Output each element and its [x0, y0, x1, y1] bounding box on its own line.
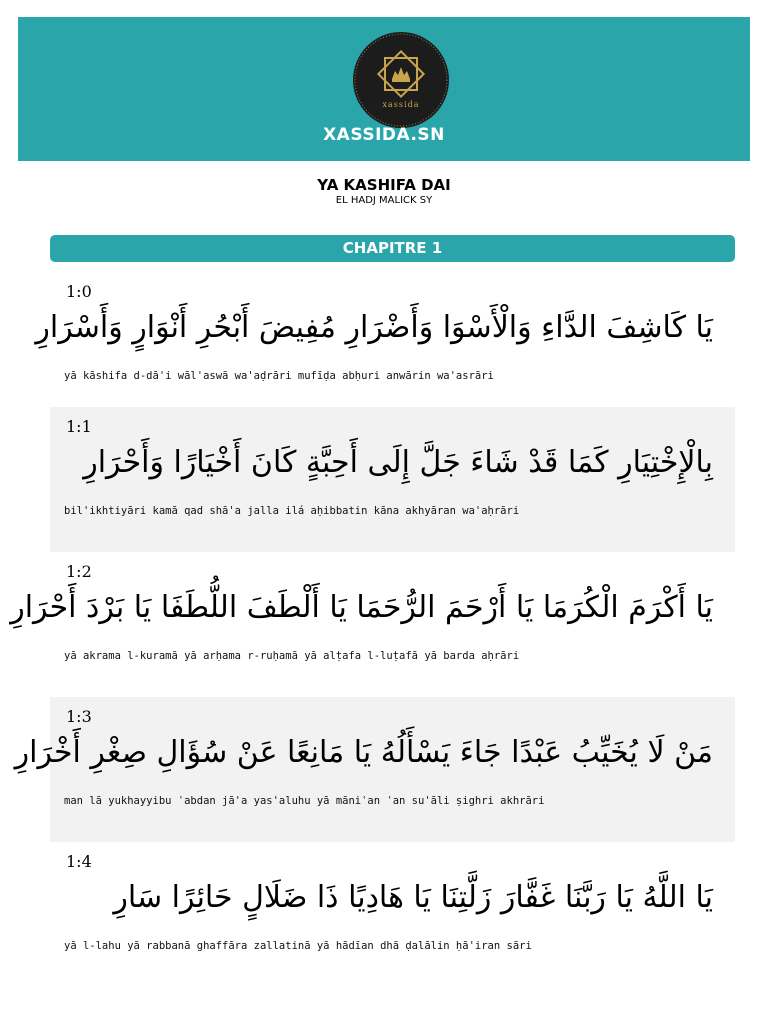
document-title: YA KASHIFA DAI — [317, 176, 451, 194]
verse-number: 1:2 — [66, 562, 92, 581]
verse-block — [50, 842, 735, 987]
site-name[interactable]: XASSIDA.SN — [323, 125, 445, 145]
verse-number: 1:4 — [66, 852, 92, 871]
verse-arabic: يَا أَكْرَمَ الْكُرَمَا يَا أَرْحَمَ الرُّحَمَا يَا أَلْطَفَ اللُّطَفَا يَا بَرْدَ أَحْرَارِ — [10, 590, 713, 625]
verse-number: 1:0 — [66, 282, 92, 301]
verse-block — [10, 552, 735, 697]
verse-arabic: بِالْإِخْتِيَارِ كَمَا قَدْ شَاءَ جَلَّ إِلَى أَحِبَّةٍ كَانَ أَخْيَارًا وَأَحْرَارِ — [83, 445, 713, 480]
verse-transliteration: yā l-lahu yā rabbanā ghaffāra zallatinā yā hādīan dhā ḍalālin ḥā'iran sāri — [64, 940, 532, 952]
site-header — [18, 17, 750, 161]
verse-number: 1:3 — [66, 707, 92, 726]
document-author: EL HADJ MALICK SY — [335, 195, 433, 206]
verse-transliteration: man lā yukhayyibu ʿabdan jā'a yas'aluhu yā māniʿan ʿan su'āli ṣighri akhrāri — [64, 795, 545, 807]
chapter-heading: CHAPITRE 1 — [50, 235, 735, 262]
xassida-logo[interactable] — [352, 31, 450, 129]
verse-number: 1:1 — [66, 417, 92, 436]
verse-arabic: يَا كَاشِفَ الدَّاءِ وَالْأَسْوَا وَأَضْرَارِ مُفِيضَ أَبْحُرِ أَنْوَارٍ وَأَسْرَارِ — [35, 310, 713, 345]
verse-arabic: يَا اللَّهُ يَا رَبَّنَا غَفَّارَ زَلَّتِنَا يَا هَادِيًا ذَا ضَلَالٍ حَائِرًا سَارِ — [113, 880, 713, 915]
logo-text: xassida — [382, 100, 420, 109]
verse-transliteration: yā akrama l-kuramā yā arḥama r-ruḥamā yā alṭafa l-luṭafā yā barda aḥrāri — [64, 650, 520, 662]
verse-transliteration: bil'ikhtiyāri kamā qad shā'a jalla ilá aḥibbatin kāna akhyāran wa'aḥrāri — [64, 505, 520, 517]
verse-transliteration: yā kāshifa d-dā'i wāl'aswā wa'aḍrāri mufīḍa abḥuri anwārin wa'asrāri — [64, 370, 494, 382]
verse-block — [35, 272, 735, 417]
verse-block — [50, 407, 735, 552]
verse-arabic: مَنْ لَا يُخَيِّبُ عَبْدًا جَاءَ يَسْأَلُهُ يَا مَانِعًا عَنْ سُؤَالِ صِغْرِ أَخْرَارِ — [14, 735, 713, 770]
verse-block — [14, 697, 735, 842]
